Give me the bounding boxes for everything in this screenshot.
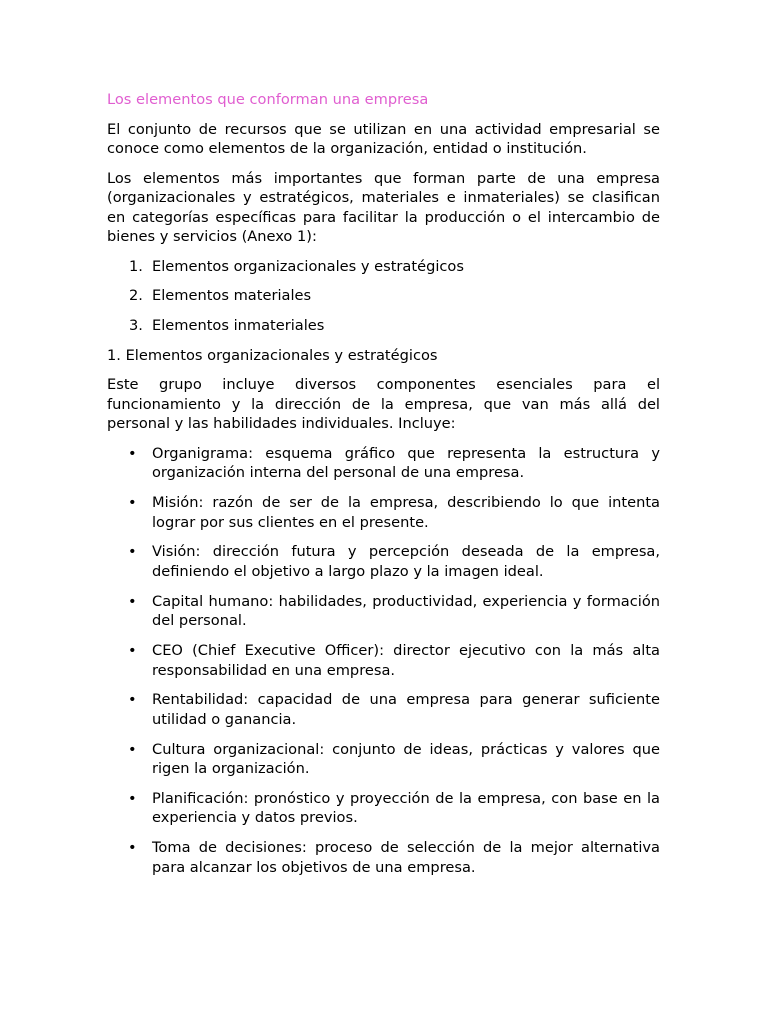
bullet-text: Planificación: pronóstico y proyección de la empresa, con base en la experiencia y datos previos. (152, 789, 660, 827)
bullet-text: Misión: razón de ser de la empresa, describiendo lo que intenta lograr por sus clientes en el presente. (152, 494, 660, 531)
list-item-text: Elementos organizacionales y estratégicos (152, 257, 464, 275)
bullet-list-item (107, 740, 660, 779)
elements-paragraph: Los elementos más importantes que forman parte de una empresa (organizacionales y estratégicos, materiales e inmateriales) se clasifican en categorías específicas para facilitar la producción o el intercambio de bienes y servicios (Anexo 1): (107, 169, 660, 245)
bullet-icon: • (128, 494, 137, 512)
bullet-icon: • (128, 691, 137, 709)
bullet-text: Toma de decisiones: proceso de selección de la mejor alternativa para alcanzar los objetivos de una empresa. (152, 839, 660, 876)
bullet-list-item (107, 444, 660, 483)
bullet-icon: • (128, 592, 137, 610)
list-item-text: Elementos materiales (152, 287, 312, 305)
bullet-text: Cultura organizacional: conjunto de ideas, prácticas y valores que rigen la organización. (152, 740, 660, 778)
bullet-icon: • (128, 642, 137, 660)
bullet-icon: • (128, 543, 137, 561)
bullet-text: Visión: dirección futura y percepción deseada de la empresa, definiendo el objetivo a largo plazo y la imagen ideal. (152, 543, 660, 580)
bullet-icon: • (128, 740, 137, 758)
numbered-list-item (107, 286, 660, 306)
bullet-icon: • (128, 839, 137, 857)
list-number: 1. (129, 257, 143, 275)
bullet-text: Rentabilidad: capacidad de una empresa para generar suficiente utilidad o ganancia. (152, 691, 660, 728)
organizational-elements-list (107, 444, 660, 877)
bullet-list-item (107, 542, 660, 581)
bullet-icon: • (128, 789, 137, 807)
bullet-list-item (107, 592, 660, 631)
numbered-list-item (107, 316, 660, 336)
bullet-icon: • (128, 444, 137, 462)
bullet-text: Capital humano: habilidades, productividad, experiencia y formación del personal. (152, 592, 660, 630)
intro-paragraph: El conjunto de recursos que se utilizan en una actividad empresarial se conoce como elementos de la organización, entidad o institución. (107, 120, 660, 157)
bullet-list-item (107, 789, 660, 828)
document-title: Los elementos que conforman una empresa (107, 91, 429, 108)
bullet-list-item (107, 493, 660, 532)
bullet-list-item (107, 690, 660, 729)
numbered-list-item (107, 257, 660, 277)
list-item-text: Elementos inmateriales (152, 317, 325, 335)
bullet-text: Organigrama: esquema gráfico que representa la estructura y organización interna del personal de una empresa. (152, 444, 660, 482)
elements-numbered-list (107, 257, 660, 336)
bullet-text: CEO (Chief Executive Officer): director ejecutivo con la más alta responsabilidad en una empresa. (152, 642, 660, 679)
list-number: 3. (129, 317, 143, 335)
section1-heading: 1. Elementos organizacionales y estratégicos (107, 346, 438, 364)
document-page (107, 90, 660, 888)
section1-paragraph: Este grupo incluye diversos componentes esenciales para el funcionamiento y la dirección de la empresa, que van más allá del personal y las habilidades individuales. Incluye: (107, 376, 660, 433)
list-number: 2. (129, 287, 143, 305)
bullet-list-item (107, 641, 660, 680)
bullet-list-item (107, 838, 660, 877)
